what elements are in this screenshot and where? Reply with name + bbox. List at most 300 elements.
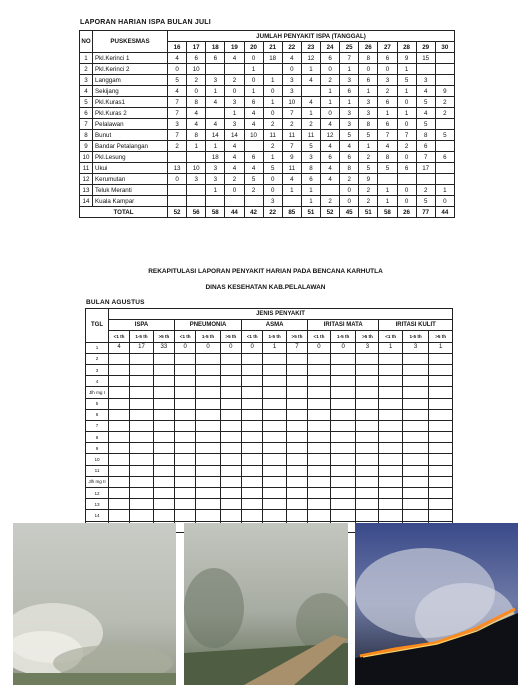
case-count-cell	[435, 141, 454, 152]
case-count-cell	[220, 398, 242, 409]
case-count-cell: 1	[321, 97, 340, 108]
total-cell: 56	[187, 207, 206, 218]
case-count-cell	[242, 398, 263, 409]
case-count-cell: 2	[282, 119, 301, 130]
case-count-cell	[242, 476, 263, 487]
case-count-cell	[220, 476, 242, 487]
case-count-cell	[330, 364, 356, 375]
case-count-cell: 0	[330, 342, 356, 353]
case-count-cell: 1	[340, 64, 359, 75]
date-header: 28	[397, 42, 416, 53]
case-count-cell: 1	[244, 64, 263, 75]
case-count-cell: 7	[168, 130, 187, 141]
case-count-cell: 14	[206, 130, 225, 141]
table-row	[86, 409, 453, 420]
case-count-cell: 2	[359, 196, 378, 207]
case-count-cell	[196, 420, 220, 431]
case-count-cell	[174, 409, 196, 420]
case-count-cell	[242, 454, 263, 465]
report1-title: LAPORAN HARIAN ISPA BULAN JULI	[80, 19, 211, 26]
case-count-cell	[242, 353, 263, 364]
case-count-cell	[330, 420, 356, 431]
total-cell: 77	[416, 207, 435, 218]
case-count-cell	[206, 64, 225, 75]
case-count-cell: 5	[416, 196, 435, 207]
case-count-cell	[130, 465, 154, 476]
case-count-cell: 18	[206, 152, 225, 163]
case-count-cell	[187, 185, 206, 196]
case-count-cell	[379, 510, 403, 521]
case-count-cell: 2	[225, 75, 244, 86]
case-count-cell	[435, 64, 454, 75]
date-header: 30	[435, 42, 454, 53]
case-count-cell	[109, 409, 130, 420]
case-count-cell	[356, 387, 379, 398]
case-count-cell	[196, 510, 220, 521]
case-count-cell: 6	[416, 141, 435, 152]
case-count-cell: 0	[263, 108, 282, 119]
case-count-cell	[435, 174, 454, 185]
case-count-cell: 0	[174, 342, 196, 353]
date-cell: 6	[86, 409, 109, 420]
case-count-cell: 4	[301, 97, 320, 108]
case-count-cell: 0	[225, 86, 244, 97]
col-group-header: JUMLAH PENYAKIT ISPA (TANGGAL)	[168, 31, 455, 42]
case-count-cell: 6	[321, 53, 340, 64]
case-count-cell	[402, 488, 428, 499]
case-count-cell	[330, 465, 356, 476]
table-row	[80, 75, 455, 86]
row-number: 8	[80, 130, 93, 141]
case-count-cell	[429, 476, 453, 487]
case-count-cell: 13	[168, 163, 187, 174]
case-count-cell	[130, 476, 154, 487]
case-count-cell: 4	[244, 119, 263, 130]
puskesmas-name: Pelalawan	[93, 119, 168, 130]
case-count-cell	[379, 353, 403, 364]
case-count-cell: 8	[378, 152, 397, 163]
report2-title-line1: REKAPITULASI LAPORAN PENYAKIT HARIAN PADA BENCANA KARHUTLA	[148, 268, 383, 275]
age-group-header: >5 th	[220, 331, 242, 342]
case-count-cell	[308, 476, 331, 487]
case-count-cell: 4	[282, 53, 301, 64]
case-count-cell	[109, 420, 130, 431]
case-count-cell: 0	[397, 196, 416, 207]
case-count-cell: 5	[340, 130, 359, 141]
case-count-cell	[153, 387, 174, 398]
case-count-cell: 10	[187, 64, 206, 75]
case-count-cell	[435, 75, 454, 86]
total-cell: 52	[321, 207, 340, 218]
case-count-cell	[153, 398, 174, 409]
date-header: 25	[340, 42, 359, 53]
case-count-cell	[242, 465, 263, 476]
case-count-cell: 7	[340, 53, 359, 64]
ispa-july-table	[79, 30, 455, 218]
case-count-cell	[220, 364, 242, 375]
case-count-cell: 3	[359, 108, 378, 119]
case-count-cell	[402, 398, 428, 409]
case-count-cell: 0	[263, 86, 282, 97]
case-count-cell	[286, 432, 307, 443]
total-cell: 58	[378, 207, 397, 218]
case-count-cell: 3	[168, 119, 187, 130]
date-cell: 5	[86, 398, 109, 409]
age-group-header: 1-5 th	[196, 331, 220, 342]
case-count-cell: 6	[378, 97, 397, 108]
date-header: 18	[206, 42, 225, 53]
case-count-cell: 5	[301, 141, 320, 152]
case-count-cell	[402, 465, 428, 476]
puskesmas-name: Pkl.Kerinci 1	[93, 53, 168, 64]
case-count-cell: 4	[244, 108, 263, 119]
puskesmas-name: Ukui	[93, 163, 168, 174]
case-count-cell	[196, 499, 220, 510]
case-count-cell: 0	[321, 108, 340, 119]
case-count-cell: 3	[187, 174, 206, 185]
case-count-cell	[174, 454, 196, 465]
case-count-cell: 2	[359, 152, 378, 163]
case-count-cell: 3	[301, 152, 320, 163]
case-count-cell: 3	[402, 342, 428, 353]
table-row	[86, 443, 453, 454]
case-count-cell	[130, 454, 154, 465]
case-count-cell	[109, 510, 130, 521]
case-count-cell: 2	[263, 141, 282, 152]
case-count-cell	[330, 443, 356, 454]
age-group-header: 1-5 th	[263, 331, 287, 342]
row-number: 5	[80, 97, 93, 108]
case-count-cell	[308, 376, 331, 387]
case-count-cell	[308, 420, 331, 431]
case-count-cell: 3	[378, 75, 397, 86]
date-cell: 11	[86, 465, 109, 476]
case-count-cell	[174, 364, 196, 375]
col-tgl-header: TGL	[86, 309, 109, 343]
case-count-cell	[308, 499, 331, 510]
case-count-cell	[153, 476, 174, 487]
case-count-cell: 0	[397, 185, 416, 196]
case-count-cell	[196, 398, 220, 409]
case-count-cell	[286, 476, 307, 487]
case-count-cell: 2	[435, 97, 454, 108]
case-count-cell	[220, 488, 242, 499]
case-count-cell: 6	[301, 174, 320, 185]
case-count-cell	[206, 108, 225, 119]
case-count-cell: 18	[263, 53, 282, 64]
date-header: 22	[282, 42, 301, 53]
case-count-cell: 2	[359, 185, 378, 196]
report2-month: BULAN AGUSTUS	[86, 299, 145, 306]
case-count-cell	[435, 53, 454, 64]
case-count-cell	[330, 432, 356, 443]
case-count-cell	[330, 510, 356, 521]
puskesmas-name: Bandar Petalangan	[93, 141, 168, 152]
table-row	[86, 454, 453, 465]
case-count-cell	[379, 364, 403, 375]
case-count-cell	[174, 432, 196, 443]
case-count-cell	[308, 364, 331, 375]
puskesmas-name: Pkl.Lesung	[93, 152, 168, 163]
total-cell: 44	[435, 207, 454, 218]
case-count-cell	[286, 499, 307, 510]
row-number: 4	[80, 86, 93, 97]
case-count-cell	[402, 443, 428, 454]
date-header: 20	[244, 42, 263, 53]
case-count-cell: 1	[340, 97, 359, 108]
case-count-cell	[379, 488, 403, 499]
case-count-cell: 1	[378, 196, 397, 207]
case-count-cell: 5	[263, 163, 282, 174]
case-count-cell	[379, 409, 403, 420]
case-count-cell: 4	[416, 108, 435, 119]
case-count-cell: 6	[244, 152, 263, 163]
table-row	[86, 420, 453, 431]
age-group-header: <1 th	[109, 331, 130, 342]
case-count-cell: 10	[244, 130, 263, 141]
case-count-cell	[153, 454, 174, 465]
case-count-cell	[168, 152, 187, 163]
case-count-cell: 9	[282, 152, 301, 163]
case-count-cell	[174, 443, 196, 454]
case-count-cell: 3	[206, 174, 225, 185]
case-count-cell	[220, 443, 242, 454]
case-count-cell: 6	[321, 152, 340, 163]
case-count-cell	[286, 443, 307, 454]
case-count-cell: 2	[340, 174, 359, 185]
case-count-cell: 5	[435, 130, 454, 141]
case-count-cell	[308, 398, 331, 409]
date-header: 26	[359, 42, 378, 53]
case-count-cell	[379, 376, 403, 387]
case-count-cell	[286, 420, 307, 431]
case-count-cell	[356, 398, 379, 409]
case-count-cell: 6	[187, 53, 206, 64]
case-count-cell	[330, 488, 356, 499]
case-count-cell	[286, 398, 307, 409]
total-cell: 85	[282, 207, 301, 218]
case-count-cell	[282, 196, 301, 207]
table-row	[80, 174, 455, 185]
date-header: 23	[301, 42, 320, 53]
case-count-cell: 5	[378, 163, 397, 174]
total-label: TOTAL	[80, 207, 168, 218]
case-count-cell: 0	[340, 185, 359, 196]
case-count-cell	[153, 443, 174, 454]
case-count-cell	[174, 510, 196, 521]
case-count-cell: 7	[378, 130, 397, 141]
case-count-cell: 1	[378, 108, 397, 119]
case-count-cell	[109, 353, 130, 364]
age-group-header: >5 th	[429, 331, 453, 342]
row-number: 12	[80, 174, 93, 185]
case-count-cell	[379, 499, 403, 510]
case-count-cell	[109, 476, 130, 487]
case-count-cell	[168, 196, 187, 207]
case-count-cell	[429, 443, 453, 454]
case-count-cell: 1	[397, 64, 416, 75]
date-cell: 2	[86, 353, 109, 364]
puskesmas-name: Pkl.Kerinci 2	[93, 64, 168, 75]
case-count-cell: 2	[301, 119, 320, 130]
case-count-cell: 0	[244, 53, 263, 64]
total-cell: 44	[225, 207, 244, 218]
date-cell: 14	[86, 510, 109, 521]
case-count-cell: 3	[263, 196, 282, 207]
case-count-cell	[356, 364, 379, 375]
disease-header: ISPA	[109, 320, 175, 331]
date-cell: 12	[86, 488, 109, 499]
case-count-cell	[308, 387, 331, 398]
date-cell: 4	[86, 376, 109, 387]
table-row	[86, 387, 453, 398]
hazy-road-photo	[184, 523, 348, 685]
row-number: 10	[80, 152, 93, 163]
case-count-cell: 4	[225, 53, 244, 64]
row-number: 11	[80, 163, 93, 174]
date-header: 19	[225, 42, 244, 53]
case-count-cell	[286, 376, 307, 387]
puskesmas-name: Kuala Kampar	[93, 196, 168, 207]
case-count-cell: 6	[206, 53, 225, 64]
forest-fire-photo	[355, 523, 518, 685]
age-group-header: <1 th	[379, 331, 403, 342]
case-count-cell: 5	[416, 97, 435, 108]
case-count-cell	[263, 420, 287, 431]
case-count-cell: 0	[359, 64, 378, 75]
case-count-cell	[308, 465, 331, 476]
case-count-cell	[109, 499, 130, 510]
case-count-cell: 3	[225, 119, 244, 130]
total-cell: 51	[359, 207, 378, 218]
case-count-cell: 6	[397, 163, 416, 174]
case-count-cell: 4	[187, 108, 206, 119]
date-cell: 13	[86, 499, 109, 510]
disease-header: IRITASI KULIT	[379, 320, 453, 331]
case-count-cell	[196, 476, 220, 487]
case-count-cell: 11	[282, 130, 301, 141]
case-count-cell: 0	[397, 97, 416, 108]
age-group-header: <1 th	[242, 331, 263, 342]
case-count-cell	[356, 499, 379, 510]
case-count-cell	[153, 376, 174, 387]
case-count-cell: 1	[244, 86, 263, 97]
case-count-cell: 4	[225, 141, 244, 152]
case-count-cell	[153, 353, 174, 364]
case-count-cell: 1	[429, 342, 453, 353]
date-cell: 9	[86, 443, 109, 454]
case-count-cell	[196, 488, 220, 499]
case-count-cell: 8	[359, 119, 378, 130]
case-count-cell: 0	[263, 185, 282, 196]
case-count-cell	[402, 387, 428, 398]
case-count-cell: 4	[416, 86, 435, 97]
case-count-cell: 8	[359, 53, 378, 64]
case-count-cell	[356, 465, 379, 476]
report2-title-line2: DINAS KESEHATAN KAB.PELALAWAN	[205, 284, 326, 291]
case-count-cell: 2	[263, 119, 282, 130]
case-count-cell: 3	[340, 75, 359, 86]
case-count-cell: 2	[321, 196, 340, 207]
row-number: 9	[80, 141, 93, 152]
case-count-cell	[130, 443, 154, 454]
case-count-cell: 5	[397, 75, 416, 86]
case-count-cell	[356, 353, 379, 364]
table-row	[80, 64, 455, 75]
case-count-cell	[174, 499, 196, 510]
case-count-cell	[379, 420, 403, 431]
case-count-cell	[330, 454, 356, 465]
table-row	[86, 364, 453, 375]
table-row	[80, 152, 455, 163]
case-count-cell	[196, 376, 220, 387]
case-count-cell	[220, 432, 242, 443]
case-count-cell	[286, 353, 307, 364]
case-count-cell	[153, 364, 174, 375]
case-count-cell	[330, 499, 356, 510]
case-count-cell	[429, 465, 453, 476]
age-group-header: <1 th	[308, 331, 331, 342]
date-header: 16	[168, 42, 187, 53]
case-count-cell	[330, 376, 356, 387]
case-count-cell: 14	[225, 130, 244, 141]
case-count-cell: 2	[168, 141, 187, 152]
case-count-cell: 0	[308, 342, 331, 353]
case-count-cell	[242, 376, 263, 387]
case-count-cell	[153, 465, 174, 476]
case-count-cell	[153, 499, 174, 510]
case-count-cell	[263, 476, 287, 487]
case-count-cell: 4	[340, 141, 359, 152]
row-number: 14	[80, 196, 93, 207]
case-count-cell: 1	[263, 97, 282, 108]
puskesmas-name: Pkl.Kuras1	[93, 97, 168, 108]
case-count-cell: 17	[130, 342, 154, 353]
total-cell: 45	[340, 207, 359, 218]
total-cell: 26	[397, 207, 416, 218]
case-count-cell	[402, 454, 428, 465]
case-count-cell: 4	[225, 163, 244, 174]
case-count-cell	[109, 376, 130, 387]
case-count-cell	[356, 409, 379, 420]
case-count-cell	[153, 409, 174, 420]
case-count-cell	[402, 409, 428, 420]
case-count-cell	[220, 353, 242, 364]
case-count-cell	[330, 353, 356, 364]
table-row	[86, 510, 453, 521]
case-count-cell	[379, 398, 403, 409]
date-header: 17	[187, 42, 206, 53]
case-count-cell	[220, 499, 242, 510]
table-row	[86, 476, 453, 487]
case-count-cell	[263, 364, 287, 375]
case-count-cell: 2	[397, 141, 416, 152]
case-count-cell: 33	[153, 342, 174, 353]
case-count-cell	[153, 510, 174, 521]
karhutla-recap-table	[85, 308, 453, 533]
case-count-cell: 1	[187, 141, 206, 152]
case-count-cell: 4	[187, 119, 206, 130]
case-count-cell	[429, 420, 453, 431]
case-count-cell	[379, 432, 403, 443]
case-count-cell: 7	[168, 108, 187, 119]
col-no-header: NO	[80, 31, 93, 53]
case-count-cell	[242, 443, 263, 454]
case-count-cell	[220, 420, 242, 431]
table-row	[86, 465, 453, 476]
case-count-cell	[174, 398, 196, 409]
case-count-cell: 7	[282, 108, 301, 119]
